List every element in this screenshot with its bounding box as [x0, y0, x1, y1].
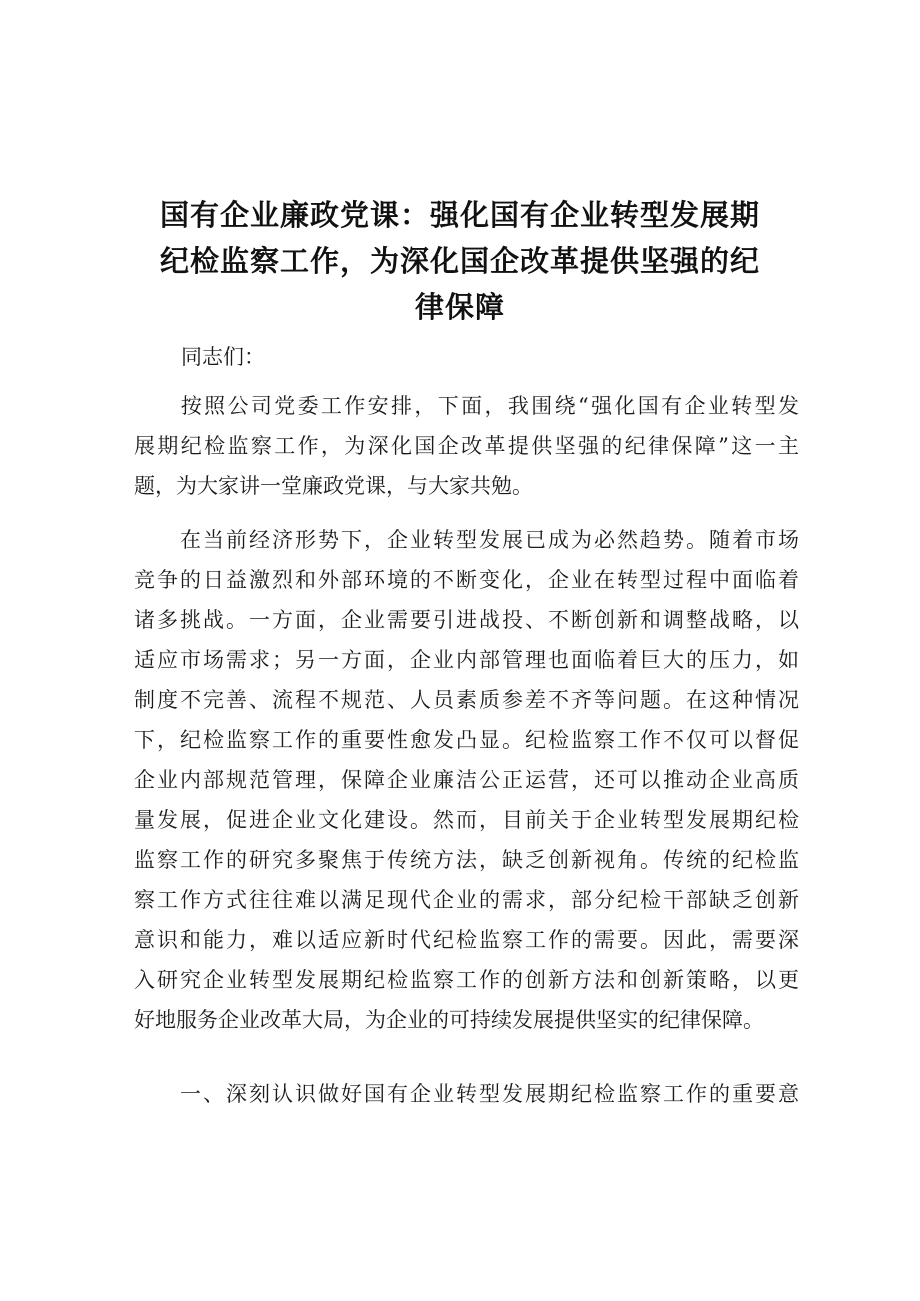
paragraph-line: 诸多挑战。一方面，企业需要引进战投、不断创新和调整战略，以: [134, 608, 799, 632]
paragraph-line: 制度不完善、流程不规范、人员素质参差不齐等问题。在这种情况: [134, 688, 799, 712]
paragraph-line: 好地服务企业改革大局，为企业的可持续发展提供坚实的纪律保障。: [134, 1008, 764, 1032]
paragraph-line: 在当前经济形势下，企业转型发展已成为必然趋势。随着市场: [134, 528, 799, 552]
paragraph-line: 量发展，促进企业文化建设。然而，目前关于企业转型发展期纪检: [134, 808, 799, 832]
salutation: 同志们：: [181, 345, 265, 369]
paragraph-line: 竞争的日益激烈和外部环境的不断变化，企业在转型过程中面临着: [134, 568, 799, 592]
paragraph-line: 监察工作的研究多聚焦于传统方法，缺乏创新视角。传统的纪检监: [134, 848, 799, 872]
paragraph-context: [134, 520, 799, 1040]
paragraph-intro: [134, 386, 799, 506]
heading-line: 一、深刻认识做好国有企业转型发展期纪检监察工作的重要意: [134, 1082, 799, 1106]
paragraph-line: 展期纪检监察工作，为深化国企改革提供坚强的纪律保障”这一主: [134, 434, 799, 458]
paragraph-line: 下，纪检监察工作的重要性愈发凸显。纪检监察工作不仅可以督促: [134, 728, 799, 752]
paragraph-line: 按照公司党委工作安排，下面，我围绕“强化国有企业转型发: [134, 394, 799, 418]
title-line: 国有企业廉政党课：强化国有企业转型发展期: [159, 198, 760, 232]
document-title: [130, 192, 790, 330]
paragraph-line: 题，为大家讲一堂廉政党课，与大家共勉。: [134, 474, 533, 498]
title-line: 律保障: [414, 290, 505, 324]
paragraph-line: 企业内部规范管理，保障企业廉洁公正运营，还可以推动企业高质: [134, 768, 799, 792]
paragraph-line: 意识和能力，难以适应新时代纪检监察工作的需要。因此，需要深: [134, 928, 799, 952]
paragraph-line: 察工作方式往往难以满足现代企业的需求，部分纪检干部缺乏创新: [134, 888, 799, 912]
paragraph-line: 适应市场需求；另一方面，企业内部管理也面临着巨大的压力，如: [134, 648, 799, 672]
section-heading-1: [134, 1074, 799, 1114]
paragraph-line: 入研究企业转型发展期纪检监察工作的创新方法和创新策略，以更: [134, 968, 799, 992]
title-line: 纪检监察工作，为深化国企改革提供坚强的纪: [159, 244, 760, 278]
